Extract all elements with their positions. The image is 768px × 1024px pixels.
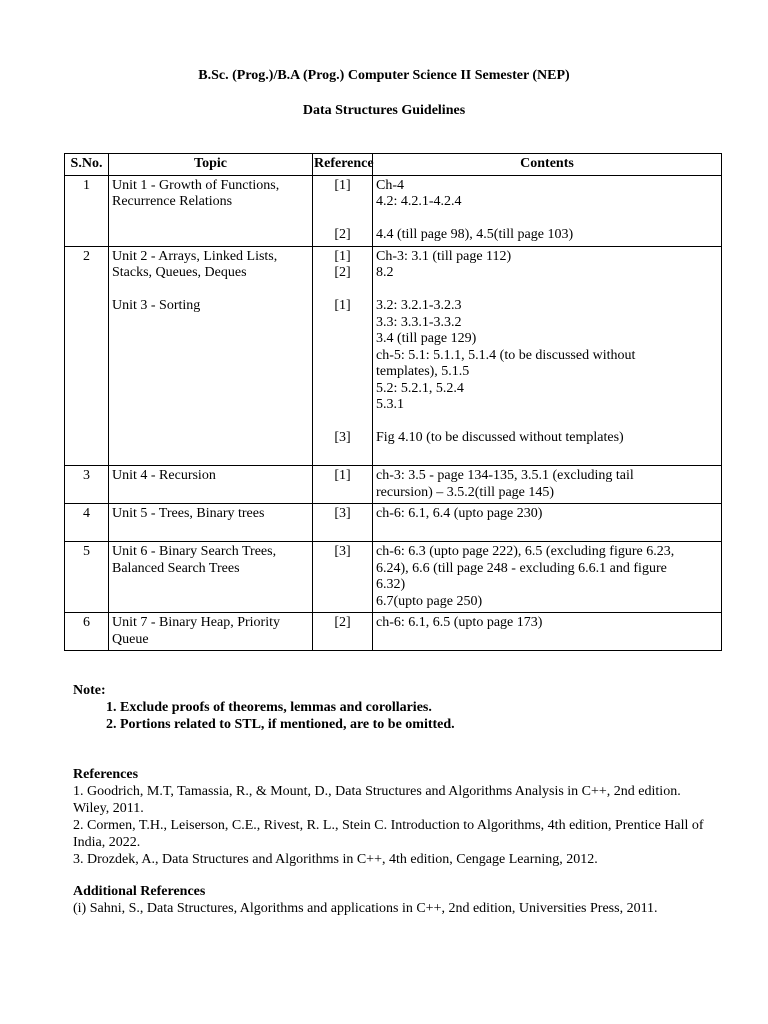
cell-sno [65,613,109,651]
reference-line: [3] [334,430,351,445]
cell-sno [65,175,109,246]
contents-line [376,211,718,228]
table-row [65,613,722,651]
topic-line [112,397,309,414]
cell-topic [109,613,313,651]
reference-line: [2] [334,265,351,280]
contents-line: ch-6: 6.1, 6.4 (upto page 230) [376,506,543,521]
contents-line: 6.7(upto page 250) [376,593,483,609]
topic-line: Unit 2 - Arrays, Linked Lists, [112,248,278,264]
contents-line: 4.4 (till page 98), 4.5(till page 103) [376,227,574,242]
reference-line [316,414,369,431]
topic-line: Unit 5 - Trees, Binary trees [112,506,265,521]
topic-line [112,414,309,431]
reference-line: [3] [334,544,351,559]
cell-topic [109,175,313,246]
sno-value: 1 [83,177,90,193]
cell-sno [65,542,109,613]
header-contents: Contents [373,154,722,176]
cell-reference [313,504,373,542]
table-header-row [65,154,722,176]
topic-line [112,381,309,398]
reference-line [316,282,369,299]
reference-line: [2] [334,615,351,630]
cell-reference [313,542,373,613]
reference-item: 3. Drozdek, A., Data Structures and Algorithms in C++, 4th edition, Cengage Learning, 2012. [73,852,598,867]
topic-line: Unit 1 - Growth of Functions, [112,177,280,193]
additional-references-heading: Additional References [73,884,206,899]
contents-line [376,414,718,431]
contents-line: 8.2 [376,265,394,280]
sno-value: 4 [83,506,90,521]
reference-line: [1] [334,248,351,264]
topic-line [112,447,309,464]
table-row [65,466,722,504]
cell-reference [313,246,373,466]
cell-contents [373,542,722,613]
cell-reference [313,613,373,651]
topic-line: Balanced Search Trees [112,560,240,576]
references-heading: References [73,767,139,782]
reference-item: 1. Goodrich, M.T, Tamassia, R., & Mount, D., Data Structures and Algorithms Analysis in C++, 2nd edition. Wiley, 2011. [73,784,681,816]
contents-line: templates), 5.1.5 [376,364,470,379]
topic-line [112,348,309,365]
reference-line: [1] [334,298,351,313]
reference-line [316,381,369,398]
topic-line [112,430,309,447]
document-subtitle: Data Structures Guidelines [302,103,466,118]
cell-contents [373,466,722,504]
sno-value: 3 [83,468,90,483]
cell-reference [313,466,373,504]
sno-value: 5 [83,544,90,559]
topic-line [112,331,309,348]
document-title: B.Sc. (Prog.)/B.A (Prog.) Computer Science II Semester (NEP) [198,68,570,83]
note-item: 2. Portions related to STL, if mentioned, are to be omitted. [120,716,455,733]
note-section [73,682,455,733]
topic-line [112,227,309,244]
topic-line: Unit 6 - Binary Search Trees, [112,544,277,559]
sno-value: 2 [83,248,90,264]
reference-line [316,315,369,332]
contents-line [376,523,718,540]
contents-line: ch-6: 6.1, 6.5 (upto page 173) [376,615,543,630]
topic-line [112,364,309,381]
reference-line: [1] [334,468,351,483]
contents-line: 3.3: 3.3.1-3.3.2 [376,314,462,330]
table-body [65,175,722,651]
contents-line: ch-6: 6.3 (upto page 222), 6.5 (excluding figure 6.23, [376,544,675,559]
cell-contents [373,175,722,246]
contents-line: Ch-3: 3.1 (till page 112) [376,248,512,264]
topic-line: Recurrence Relations [112,194,233,209]
cell-topic [109,504,313,542]
references-section [73,766,713,868]
contents-line: 3.4 (till page 129) [376,331,477,346]
header-sno: S.No. [65,154,109,176]
topic-line: Unit 4 - Recursion [112,468,216,483]
contents-line [376,282,718,299]
table-row [65,246,722,466]
cell-reference [313,175,373,246]
contents-line: 6.24), 6.6 (till page 248 - excluding 6.6.1 and figure [376,560,667,576]
contents-line: recursion) – 3.5.2(till page 145) [376,484,555,500]
cell-sno [65,504,109,542]
reference-line: [1] [334,177,351,193]
contents-line: Ch-4 [376,177,404,193]
contents-line: ch-3: 3.5 - page 134-135, 3.5.1 (excluding tail [376,468,634,483]
cell-topic [109,542,313,613]
additional-reference-item: (i) Sahni, S., Data Structures, Algorithms and applications in C++, 2nd edition, Universities Press, 2011. [73,901,658,916]
note-item: 1. Exclude proofs of theorems, lemmas and corollaries. [120,699,455,716]
reference-line [316,397,369,414]
topic-line: Queue [112,631,149,647]
header-reference: Reference [313,154,373,176]
cell-contents [373,504,722,542]
topic-line: Unit 7 - Binary Heap, Priority [112,615,280,630]
cell-sno [65,246,109,466]
sno-value: 6 [83,615,90,630]
contents-line: 6.32) [376,577,406,592]
topic-line [112,282,309,299]
table-row [65,175,722,246]
contents-line: ch-5: 5.1: 5.1.1, 5.1.4 (to be discussed without [376,347,636,363]
topic-line: Stacks, Queues, Deques [112,265,247,280]
contents-line: 5.3.1 [376,397,404,412]
additional-references-section [73,883,713,917]
cell-topic [109,466,313,504]
reference-line [316,331,369,348]
reference-line: [3] [334,506,351,521]
cell-sno [65,466,109,504]
reference-line [316,194,369,211]
reference-line [316,348,369,365]
topic-line [112,315,309,332]
cell-contents [373,613,722,651]
reference-item: 2. Cormen, T.H., Leiserson, C.E., Rivest, R. L., Stein C. Introduction to Algorithms, 4th edition, Prentice Hall of India, 2022. [73,818,704,850]
contents-line: 3.2: 3.2.1-3.2.3 [376,298,462,313]
reference-line: [2] [334,227,351,242]
note-list [73,699,455,733]
cell-contents [373,246,722,466]
reference-line [316,364,369,381]
contents-line: 5.2: 5.2.1, 5.2.4 [376,380,464,396]
note-heading: Note: [73,683,106,698]
syllabus-table [64,153,722,651]
table-row [65,504,722,542]
header-topic: Topic [109,154,313,176]
contents-line: 4.2: 4.2.1-4.2.4 [376,194,462,209]
cell-topic [109,246,313,466]
reference-line [316,211,369,228]
contents-line: Fig 4.10 (to be discussed without templates) [376,430,624,445]
table-row [65,542,722,613]
topic-line: Unit 3 - Sorting [112,298,201,313]
topic-line [112,211,309,228]
